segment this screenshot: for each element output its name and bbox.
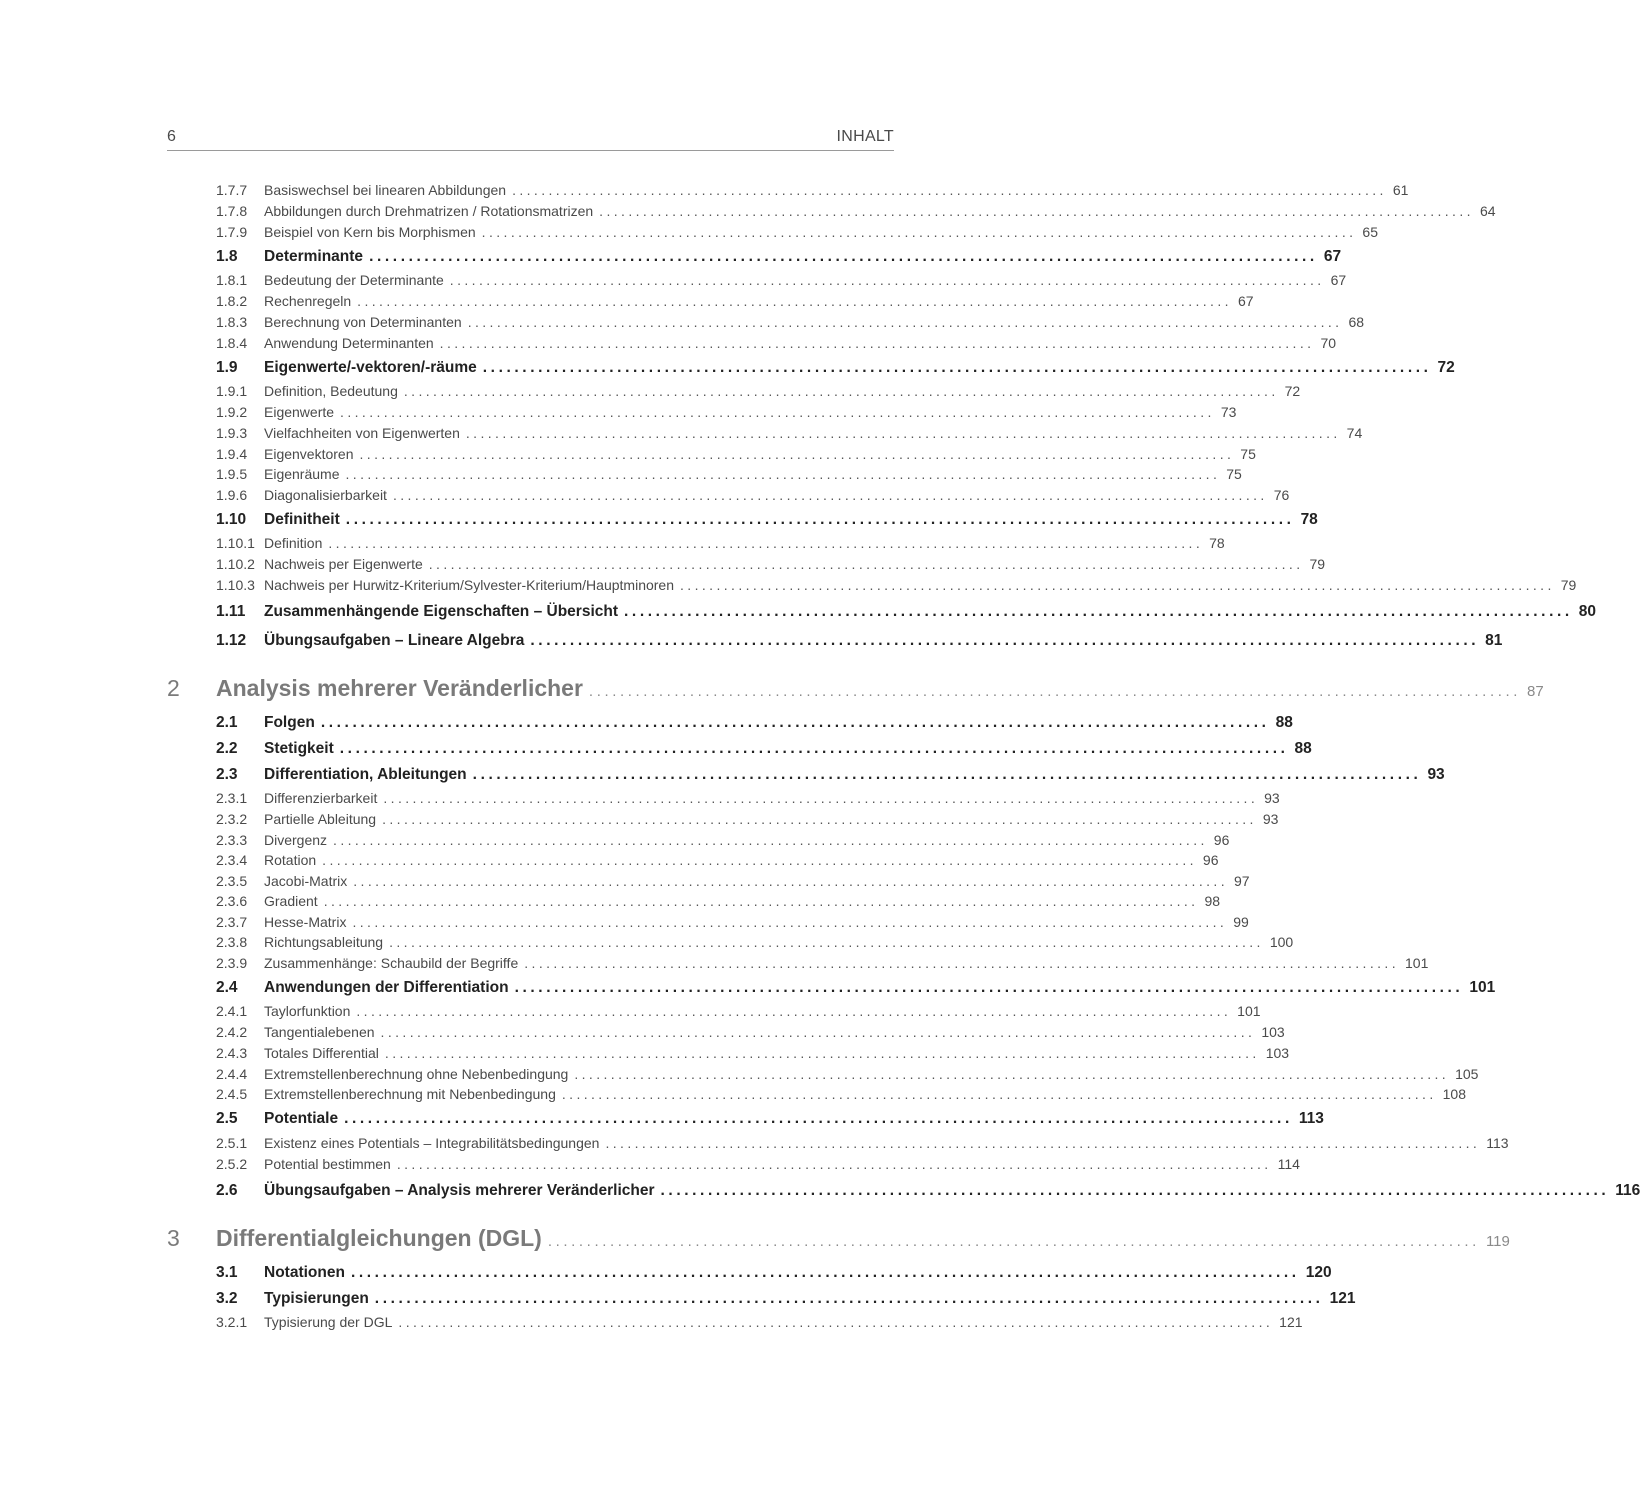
toc-subsection-entry[interactable] [216,272,1347,292]
dot-leader: ........................................................................................................................ [396,1156,1272,1172]
toc-section-entry[interactable] [216,248,1342,270]
toc-entry-number: 2 [167,675,180,701]
toc-entry-page: 65 [1362,224,1378,240]
toc-entry-page: 119 [1485,1233,1510,1250]
toc-entry-page: 116 [1615,1182,1640,1199]
dot-leader: ........................................................................................................................ [382,811,1257,827]
toc-entry-number: 2.3.4 [216,852,248,868]
toc-entry-title: Extremstellenberechnung mit Nebenbedingung [264,1086,556,1102]
toc-entry-number: 1.9.5 [216,466,248,482]
toc-subsection-entry[interactable] [216,335,1337,355]
toc-entry-number: 3 [167,1225,180,1251]
toc-chapter-entry[interactable] [167,1225,1510,1259]
toc-subsection-entry[interactable] [216,446,1256,466]
toc-entry-page: 100 [1269,934,1294,950]
dot-leader: ........................................................................................................................ [345,466,1221,482]
toc-entry-number: 1.7.7 [216,182,248,198]
toc-entry-page: 70 [1320,335,1337,351]
toc-entry-page: 108 [1442,1086,1466,1102]
toc-entry-title: Differenzierbarkeit [264,790,378,806]
toc-entry-page: 121 [1329,1290,1356,1307]
toc-subsection-entry[interactable] [216,1086,1466,1106]
dot-leader: ........................................................................................................................ [547,1233,1480,1250]
toc-subsection-entry[interactable] [216,556,1326,576]
toc-entry-page: 101 [1237,1003,1261,1019]
toc-entry-title: Definition, Bedeutung [264,383,398,399]
toc-section-entry[interactable] [216,511,1318,533]
dot-leader: ........................................................................................................................ [428,556,1304,572]
toc-entry-number: 2.3.9 [216,955,248,971]
toc-entry-number: 1.9 [216,359,238,376]
dot-leader: ........................................................................................................................ [369,248,1318,265]
toc-entry-page: 114 [1277,1156,1300,1172]
toc-entry-page: 68 [1348,314,1365,330]
toc-entry-title: Analysis mehrerer Veränderlicher [216,675,583,701]
toc-entry-title: Eigenwerte/-vektoren/-räume [264,359,477,376]
toc-entry-number: 2.5.2 [216,1156,248,1172]
toc-entry-page: 76 [1273,487,1290,503]
dot-leader: ........................................................................................................................ [339,740,1289,757]
toc-entry-title: Folgen [264,714,315,731]
toc-entry-title: Übungsaufgaben – Analysis mehrerer Veränderlicher [264,1182,655,1199]
dot-leader: ........................................................................................................................ [514,979,1464,996]
dot-leader: ........................................................................................................................ [624,603,1573,620]
toc-entry-title: Nachweis per Hurwitz-Kriterium/Sylvester-Kriterium/Hauptminoren [264,577,674,593]
page-number: 6 [167,128,176,145]
toc-entry-number: 1.10.2 [216,556,255,572]
toc-entry-page: 75 [1240,446,1256,462]
toc-entry-page: 113 [1486,1135,1509,1151]
toc-entry-title: Determinante [264,248,364,265]
dot-leader: ........................................................................................................................ [345,511,1295,528]
toc-entry-page: 73 [1220,404,1237,420]
dot-leader: ........................................................................................................................ [482,359,1432,376]
toc-entry-title: Notationen [264,1264,345,1281]
dot-leader: ........................................................................................................................ [320,714,1270,731]
toc-entry-title: Basiswechsel bei linearen Abbildungen [264,182,507,198]
toc-entry-page: 61 [1392,182,1409,198]
toc-entry-title: Differentiation, Ableitungen [264,766,467,783]
toc-entry-number: 1.8.1 [216,272,248,288]
toc-subsection-entry[interactable] [216,182,1409,202]
dot-leader: ........................................................................................................................ [561,1086,1437,1102]
toc-entry-title: Hesse-Matrix [264,914,347,930]
dot-leader: ........................................................................................................................ [389,934,1264,950]
toc-subsection-entry[interactable] [216,873,1250,893]
toc-entry-number: 2.3.7 [216,914,248,930]
toc-entry-title: Typisierung der DGL [264,1314,393,1330]
toc-entry-number: 1.10 [216,511,247,528]
toc-entry-page: 99 [1233,914,1249,930]
toc-subsection-entry[interactable] [216,577,1577,597]
toc-section-entry[interactable] [216,632,1503,654]
toc-entry-number: 2.5.1 [216,1135,248,1151]
toc-subsection-entry[interactable] [216,203,1496,223]
toc-section-entry[interactable] [216,1290,1356,1312]
toc-entry-title: Bedeutung der Determinante [264,272,444,288]
dot-leader: ........................................................................................................................ [472,766,1422,783]
toc-entry-title: Partielle Ableitung [264,811,377,827]
dot-leader: ........................................................................................................................ [439,335,1315,351]
toc-section-entry[interactable] [216,1182,1640,1204]
toc-entry-page: 67 [1237,293,1254,309]
toc-entry-number: 1.8.4 [216,335,248,351]
toc-entry-title: Beispiel von Kern bis Morphismen [264,224,476,240]
toc-entry-title: Gradient [264,893,318,909]
dot-leader: ........................................................................................................................ [574,1066,1450,1082]
toc-section-entry[interactable] [216,603,1597,625]
toc-section-entry[interactable] [216,979,1496,1001]
dot-leader: ........................................................................................................................ [374,1290,1324,1307]
toc-entry-title: Richtungsableitung [264,934,384,950]
toc-entry-number: 1.9.6 [216,487,248,503]
toc-entry-number: 2.2 [216,740,238,757]
toc-entry-title: Vielfachheiten von Eigenwerten [264,425,460,441]
toc-entry-number: 2.3.1 [216,790,248,806]
toc-entry-page: 120 [1305,1264,1332,1281]
toc-subsection-entry[interactable] [216,852,1219,872]
toc-entry-number: 2.5 [216,1110,238,1127]
toc-entry-number: 1.9.1 [216,383,248,399]
dot-leader: ........................................................................................................................ [524,955,1399,971]
toc-entry-page: 72 [1284,383,1301,399]
toc-subsection-entry[interactable] [216,404,1237,424]
toc-subsection-entry[interactable] [216,383,1301,403]
toc-entry-page: 96 [1213,832,1230,848]
dot-leader: ........................................................................................................................ [465,425,1341,441]
toc-entry-page: 121 [1279,1314,1303,1330]
toc-entry-title: Zusammenhänge: Schaubild der Begriffe [264,955,519,971]
dot-leader: ........................................................................................................................ [350,1264,1300,1281]
toc-subsection-entry[interactable] [216,224,1378,244]
toc-entry-title: Abbildungen durch Drehmatrizen / Rotationsmatrizen [264,203,594,219]
toc-subsection-entry[interactable] [216,314,1365,334]
toc-entry-title: Anwendung Determinanten [264,335,434,351]
toc-entry-number: 2.4.5 [216,1086,248,1102]
dot-leader: ........................................................................................................................ [467,314,1343,330]
toc-entry-title: Definitheit [264,511,340,528]
toc-subsection-entry[interactable] [216,487,1290,507]
toc-subsection-entry[interactable] [216,934,1294,954]
toc-entry-page: 101 [1469,979,1496,996]
toc-entry-page: 93 [1262,811,1279,827]
toc-entry-page: 64 [1479,203,1496,219]
toc-entry-page: 88 [1294,740,1312,757]
toc-entry-number: 2.4.3 [216,1045,248,1061]
toc-entry-title: Diagonalisierbarkeit [264,487,387,503]
toc-entry-title: Stetigkeit [264,740,334,757]
toc-subsection-entry[interactable] [216,1066,1479,1086]
toc-entry-title: Eigenräume [264,466,340,482]
dot-leader: ........................................................................................................................ [344,1110,1293,1127]
toc-entry-number: 2.4 [216,979,238,996]
toc-entry-title: Divergenz [264,832,328,848]
toc-entry-page: 97 [1234,873,1250,889]
toc-entry-title: Zusammenhängende Eigenschaften – Übersicht [264,603,619,620]
toc-section-entry[interactable] [216,359,1455,381]
toc-entry-page: 78 [1209,535,1225,551]
toc-entry-title: Nachweis per Eigenwerte [264,556,423,572]
toc-entry-title: Taylorfunktion [264,1003,351,1019]
dot-leader: ........................................................................................................................ [680,577,1555,593]
dot-leader: ........................................................................................................................ [530,632,1480,649]
toc-entry-number: 2.4.4 [216,1066,248,1082]
toc-entry-title: Anwendungen der Differentiation [264,979,509,996]
toc-entry-number: 1.8 [216,248,238,265]
toc-entry-number: 1.7.9 [216,224,248,240]
dot-leader: ........................................................................................................................ [323,893,1199,909]
dot-leader: ........................................................................................................................ [449,272,1325,288]
toc-entry-number: 3.2 [216,1290,238,1307]
toc-subsection-entry[interactable] [216,466,1242,486]
toc-entry-number: 1.9.3 [216,425,248,441]
toc-subsection-entry[interactable] [216,1135,1509,1155]
toc-entry-number: 3.1 [216,1264,238,1281]
toc-entry-number: 2.3.6 [216,893,248,909]
toc-subsection-entry[interactable] [216,1024,1285,1044]
toc-subsection-entry[interactable] [216,425,1363,445]
toc-entry-number: 1.10.1 [216,535,255,551]
dot-leader: ........................................................................................................................ [352,914,1228,930]
dot-leader: ........................................................................................................................ [481,224,1357,240]
toc-subsection-entry[interactable] [216,1314,1303,1334]
toc-entry-title: Totales Differential [264,1045,379,1061]
toc-subsection-entry[interactable] [216,832,1230,852]
toc-entry-number: 2.3.3 [216,832,248,848]
toc-section-entry[interactable] [216,740,1312,762]
toc-entry-number: 2.4.2 [216,1024,248,1040]
toc-entry-number: 2.1 [216,714,238,731]
toc-entry-number: 1.8.3 [216,314,248,330]
toc-subsection-entry[interactable] [216,1156,1300,1176]
toc-entry-page: 81 [1485,632,1503,649]
dot-leader: ........................................................................................................................ [328,535,1204,551]
toc-entry-number: 2.3.2 [216,811,248,827]
toc-subsection-entry[interactable] [216,1003,1261,1023]
toc-entry-number: 1.9.4 [216,446,248,462]
toc-entry-title: Übungsaufgaben – Lineare Algebra [264,632,525,649]
dot-leader: ........................................................................................................................ [384,1045,1260,1061]
toc-entry-title: Berechnung von Determinanten [264,314,462,330]
toc-entry-page: 96 [1202,852,1219,868]
toc-section-entry[interactable] [216,766,1445,788]
dot-leader: ........................................................................................................................ [588,683,1522,700]
toc-entry-page: 103 [1261,1024,1285,1040]
dot-leader: ........................................................................................................................ [356,1003,1232,1019]
toc-entry-page: 93 [1427,766,1445,783]
toc-entry-title: Definition [264,535,323,551]
toc-entry-title: Rechenregeln [264,293,352,309]
toc-entry-number: 1.12 [216,632,247,649]
toc-entry-number: 2.3.8 [216,934,248,950]
dot-leader: ........................................................................................................................ [660,1182,1610,1199]
toc-entry-page: 88 [1275,714,1293,731]
toc-subsection-entry[interactable] [216,535,1225,555]
toc-entry-page: 67 [1330,272,1347,288]
toc-subsection-entry[interactable] [216,893,1221,913]
toc-entry-number: 2.3.5 [216,873,248,889]
toc-entry-page: 98 [1204,893,1221,909]
toc-entry-number: 1.7.8 [216,203,248,219]
toc-entry-number: 2.3 [216,766,238,783]
toc-entry-title: Potential bestimmen [264,1156,391,1172]
toc-entry-title: Typisierungen [264,1290,369,1307]
dot-leader: ........................................................................................................................ [512,182,1387,198]
toc-entry-page: 67 [1323,248,1342,265]
toc-entry-page: 78 [1300,511,1318,528]
toc-subsection-entry[interactable] [216,914,1249,934]
toc-entry-title: Jacobi-Matrix [264,873,348,889]
toc-entry-page: 113 [1298,1110,1324,1127]
toc-entry-title: Differentialgleichungen (DGL) [216,1225,542,1251]
dot-leader: ........................................................................................................................ [392,487,1268,503]
toc-entry-page: 101 [1405,955,1429,971]
toc-entry-number: 1.8.2 [216,293,248,309]
toc-section-entry[interactable] [216,1110,1324,1132]
toc-subsection-entry[interactable] [216,293,1254,313]
toc-entry-page: 79 [1309,556,1326,572]
toc-entry-title: Potentiale [264,1110,339,1127]
toc-entry-number: 1.10.3 [216,577,255,593]
toc-entry-page: 74 [1346,425,1363,441]
toc-entry-page: 75 [1226,466,1242,482]
toc-entry-number: 3.2.1 [216,1314,248,1330]
dot-leader: ........................................................................................................................ [380,1024,1256,1040]
toc-entry-number: 2.6 [216,1182,238,1199]
toc-subsection-entry[interactable] [216,955,1429,975]
running-head: INHALT [836,128,894,145]
dot-leader: ........................................................................................................................ [403,383,1279,399]
toc-entry-title: Tangentialebenen [264,1024,375,1040]
dot-leader: ........................................................................................................................ [357,293,1232,309]
toc-entry-number: 1.9.2 [216,404,248,420]
dot-leader: ........................................................................................................................ [340,404,1215,420]
toc-section-entry[interactable] [216,1264,1332,1286]
toc-entry-page: 80 [1578,603,1597,620]
toc-entry-page: 87 [1527,683,1544,700]
dot-leader: ........................................................................................................................ [353,873,1229,889]
toc-entry-page: 103 [1265,1045,1290,1061]
dot-leader: ........................................................................................................................ [383,790,1259,806]
dot-leader: ........................................................................................................................ [599,203,1474,219]
toc-entry-number: 1.11 [216,603,246,620]
dot-leader: ........................................................................................................................ [605,1135,1481,1151]
toc-subsection-entry[interactable] [216,811,1279,831]
toc-entry-page: 93 [1264,790,1280,806]
dot-leader: ........................................................................................................................ [333,832,1208,848]
dot-leader: ........................................................................................................................ [359,446,1235,462]
dot-leader: ........................................................................................................................ [398,1314,1274,1330]
toc-entry-number: 2.4.1 [216,1003,248,1019]
toc-entry-page: 72 [1437,359,1455,376]
toc-entry-title: Eigenwerte [264,404,335,420]
toc-entry-title: Rotation [264,852,317,868]
toc-subsection-entry[interactable] [216,790,1280,810]
toc-entry-page: 79 [1560,577,1577,593]
toc-entry-title: Extremstellenberechnung ohne Nebenbedingung [264,1066,569,1082]
toc-entry-title: Existenz eines Potentials – Integrabilitätsbedingungen [264,1135,600,1151]
toc-section-entry[interactable] [216,714,1293,736]
dot-leader: ........................................................................................................................ [322,852,1197,868]
toc-entry-page: 105 [1455,1066,1479,1082]
toc-subsection-entry[interactable] [216,1045,1290,1065]
toc-chapter-entry[interactable] [167,675,1544,709]
toc-entry-title: Eigenvektoren [264,446,354,462]
